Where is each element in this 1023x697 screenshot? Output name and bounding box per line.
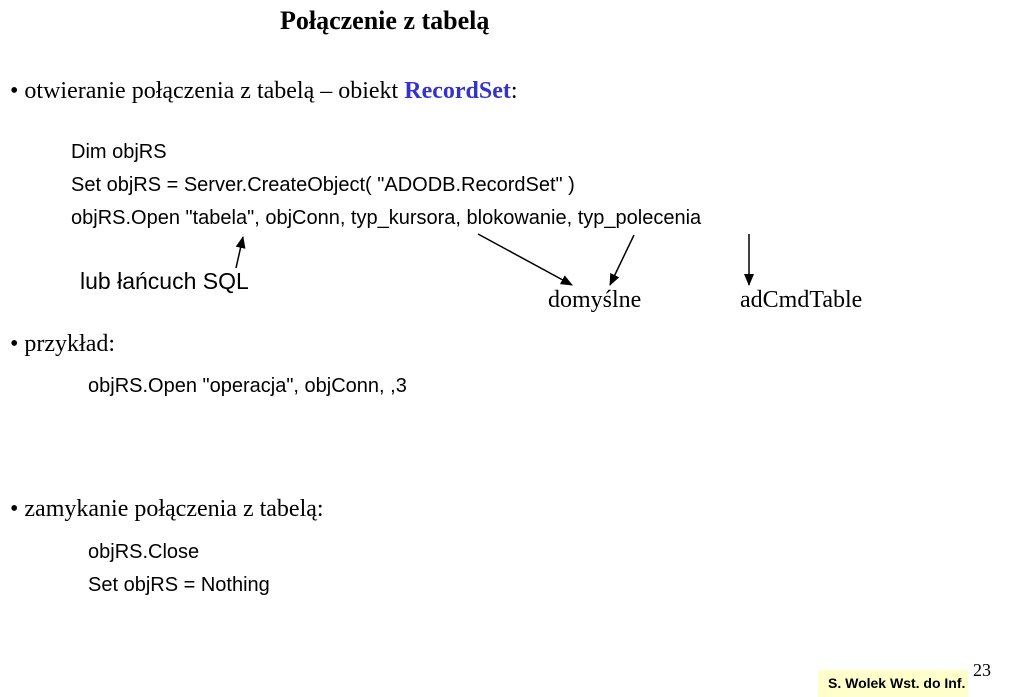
code-line-close: objRS.Close — [88, 541, 200, 563]
code-line-set: Set objRS = Server.CreateObject( "ADODB.RecordSet" ) — [71, 174, 575, 196]
bullet-text: przykład: — [24, 331, 116, 357]
annotation-default: domyślne — [548, 287, 642, 313]
page-number: 23 — [973, 660, 991, 680]
bullet-dot: • — [10, 496, 19, 522]
bullet-open-recordset — [10, 78, 518, 105]
code-line-dim: Dim objRS — [71, 141, 167, 163]
code-line-example: objRS.Open "operacja", objConn, ,3 — [88, 375, 407, 397]
annotation-adcmdtable: adCmdTable — [740, 287, 863, 313]
code-line-open: objRS.Open "tabela", objConn, typ_kursora, blokowanie, typ_polecenia — [71, 207, 702, 229]
note-sql-string: lub łańcuch SQL — [80, 268, 249, 294]
footer-author: S. Wolek Wst. do Inf. — [818, 670, 968, 697]
bullet-text: otwieranie połączenia z tabelą – obiekt — [24, 78, 405, 104]
bullet-dot: • — [10, 331, 19, 357]
arrow-to-tabela — [236, 237, 243, 268]
recordset-highlight: RecordSet — [404, 78, 511, 104]
bullet-close — [10, 496, 324, 523]
bullet-text: zamykanie połączenia z tabelą: — [24, 496, 324, 522]
arrow-kursora-to-default — [478, 234, 572, 285]
arrow-blokowanie-to-default — [610, 235, 634, 285]
bullet-colon: : — [510, 78, 518, 104]
slide-title: Połączenie z tabelą — [280, 6, 490, 35]
bullet-dot: • — [10, 78, 19, 104]
code-line-nothing: Set objRS = Nothing — [88, 574, 270, 596]
bullet-example — [10, 331, 115, 358]
